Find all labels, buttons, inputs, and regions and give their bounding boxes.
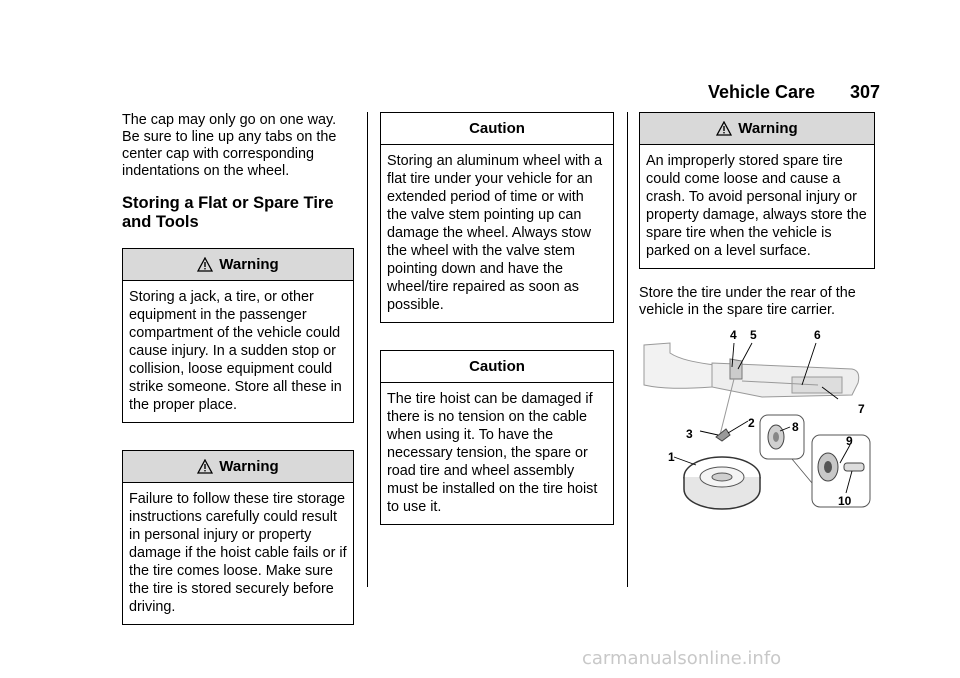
spare-tire-illustration bbox=[642, 323, 878, 513]
warning-body: Storing a jack, a tire, or other equipment in the passenger compartment of the vehicle could cause injury. In a sudden stop or collision, loose equipment could strike someone. Store all these in the proper place. bbox=[129, 289, 342, 413]
warning-title: Warning bbox=[738, 120, 798, 137]
warning-body: Failure to follow these tire storage instructions carefully could result in personal injury or property damage if the hoist cable fails or if the tire comes loose. Make sure the tire is stored securely before driving. bbox=[129, 491, 347, 615]
warning-icon bbox=[716, 121, 732, 136]
hoist-plate-drawing bbox=[716, 429, 730, 441]
warning-title: Warning bbox=[219, 256, 279, 273]
callout-4: 4 bbox=[730, 328, 737, 342]
warning-box-3 bbox=[639, 112, 875, 269]
warning-icon bbox=[197, 257, 213, 272]
callout-10: 10 bbox=[838, 494, 852, 508]
column-divider bbox=[627, 112, 628, 587]
warning-header bbox=[123, 249, 353, 281]
callout-8: 8 bbox=[792, 420, 799, 434]
warning-header bbox=[123, 451, 353, 483]
warning-header bbox=[640, 113, 874, 145]
warning-box-2 bbox=[122, 450, 354, 625]
callout-6: 6 bbox=[814, 328, 821, 342]
watermark: carmanualsonline.info bbox=[582, 648, 782, 669]
column-2 bbox=[380, 112, 614, 525]
callout-9: 9 bbox=[846, 434, 853, 448]
callout-7: 7 bbox=[858, 402, 865, 416]
caution-body: Storing an aluminum wheel with a flat tire under your vehicle for an extended period of time or with the valve stem pointing up can damage the wheel. Always stow the wheel with the valve stem pointing down and have the wheel/tire repaired as soon as possible. bbox=[387, 153, 603, 313]
warning-box-1 bbox=[122, 248, 354, 423]
caution-header: Caution bbox=[381, 113, 613, 145]
caution-box-1 bbox=[380, 112, 614, 323]
storage-paragraph: Store the tire under the rear of the vehicle in the spare tire carrier. bbox=[639, 285, 856, 318]
column-1 bbox=[122, 112, 354, 625]
page-number: 307 bbox=[849, 82, 880, 102]
caution-body: The tire hoist can be damaged if there is no tension on the cable when using it. To have the necessary tension, the spare or road tire and wheel assembly must be installed on the tire hoist to use it. bbox=[387, 391, 598, 515]
column-3 bbox=[639, 112, 875, 319]
caution-header: Caution bbox=[381, 351, 613, 383]
caution-box-2 bbox=[380, 350, 614, 525]
callout-3: 3 bbox=[686, 427, 693, 441]
page-header bbox=[708, 82, 880, 106]
section-heading: Storing a Flat or Spare Tire and Tools bbox=[122, 194, 334, 231]
warning-body: An improperly stored spare tire could come loose and cause a crash. To avoid personal injury or property damage, always store the spare tire when the vehicle is parked on a level surface. bbox=[646, 153, 867, 259]
warning-title: Warning bbox=[219, 458, 279, 475]
intro-paragraph: The cap may only go on one way. Be sure to line up any tabs on the center cap with corresponding indentations on the wheel. bbox=[122, 112, 337, 179]
callout-5: 5 bbox=[750, 328, 757, 342]
callout-1: 1 bbox=[668, 450, 675, 464]
section-title: Vehicle Care bbox=[708, 82, 816, 102]
callout-2: 2 bbox=[748, 416, 755, 430]
column-divider bbox=[367, 112, 368, 587]
warning-icon bbox=[197, 459, 213, 474]
